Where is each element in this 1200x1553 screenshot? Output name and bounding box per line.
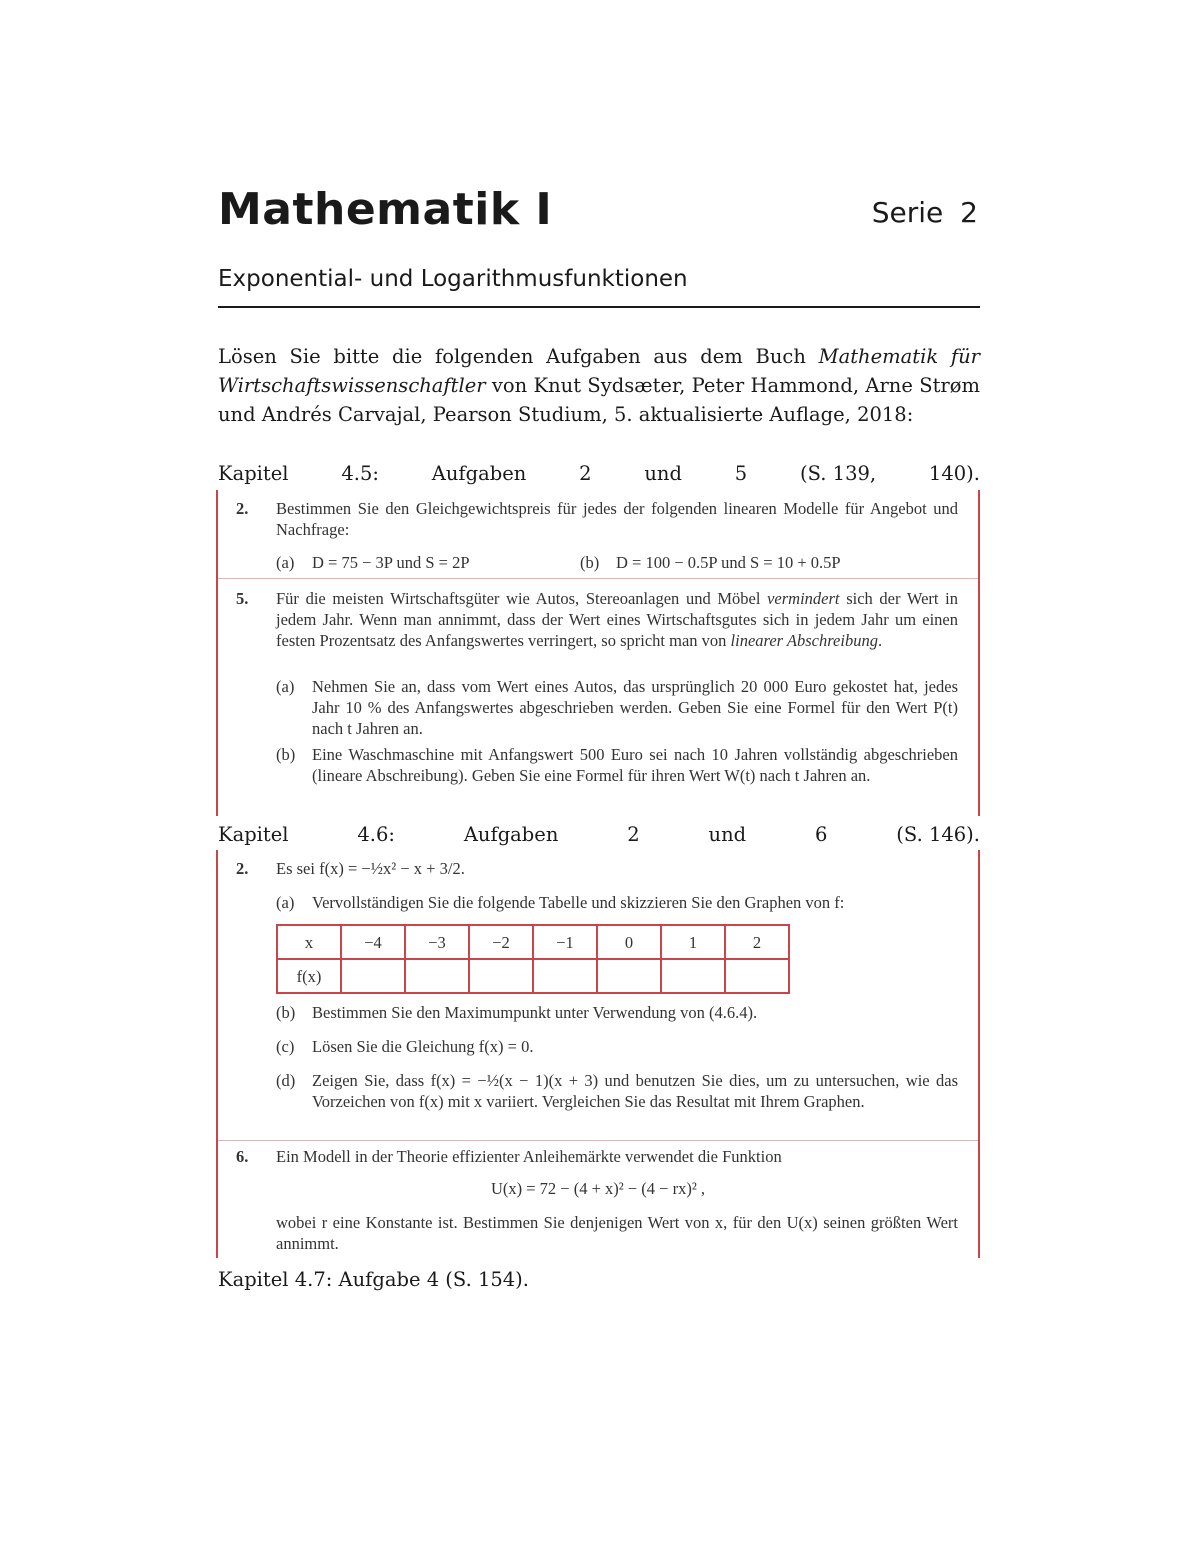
book-title: Mathematik für Wirtschaftswissenschaftler <box>218 345 980 397</box>
sub-text: Nehmen Sie an, dass vom Wert eines Autos, das ursprünglich 20 000 Euro gekostet hat, jedes Jahr 10 % des Anfangswertes abgeschrieben werden. Geben Sie eine Formel für den Wert P(t) nach t Jahren an. <box>312 677 958 738</box>
formula: U(x) = 72 − (4 + x)² − (4 − rx)² , <box>490 1179 706 1198</box>
problem-text-after: wobei r eine Konstante ist. Bestimmen Sie denjenigen Wert von x, für den U(x) seinen größten Wert annimmt. <box>276 1213 958 1253</box>
text-emphasis: linearer Abschreibung <box>730 631 878 650</box>
kap-word: und <box>644 462 682 485</box>
sub-text: Lösen Sie die Gleichung f(x) = 0. <box>312 1037 534 1056</box>
problem-definition: Es sei f(x) = −½x² − x + 3/2. <box>276 859 465 878</box>
sub-text: D = 75 − 3P und S = 2P <box>312 553 470 572</box>
excerpt-box-4-6 <box>216 850 980 1258</box>
header <box>218 184 980 240</box>
sub-label: (b) <box>276 1003 296 1022</box>
kap-word: Aufgaben <box>431 462 527 485</box>
intro-before: Lösen Sie bitte die folgenden Aufgaben aus dem Buch <box>218 345 806 368</box>
sub-label: (b) <box>580 553 600 572</box>
kap-word: Kapitel <box>218 823 289 846</box>
text-emphasis: vermindert <box>767 589 840 608</box>
table-cell: 0 <box>597 925 661 959</box>
kap-word: und <box>708 823 747 846</box>
problem-number: 2. <box>236 499 249 518</box>
kap-word: 2 <box>627 823 640 846</box>
page-subtitle: Exponential- und Logarithmusfunktionen <box>218 266 688 292</box>
table-cell: −4 <box>341 925 405 959</box>
problem-text <box>276 588 958 651</box>
table-cell: f(x) <box>277 959 341 993</box>
sub-label: (a) <box>276 677 295 696</box>
table-row <box>277 959 789 993</box>
sub-text: Bestimmen Sie den Maximumpunkt unter Verwendung von (4.6.4). <box>312 1003 758 1022</box>
table-cell: 2 <box>725 925 789 959</box>
kap-word: 2 <box>579 462 592 485</box>
kap-word: 4.5: <box>341 462 379 485</box>
text-part: . <box>877 631 883 650</box>
serie-label: Serie 2 <box>871 196 978 229</box>
sub-label: (d) <box>276 1071 296 1090</box>
sub-label: (a) <box>276 893 295 912</box>
kapitel-4-5-heading <box>218 462 980 485</box>
intro-after: von Knut Sydsæter, Peter Hammond, Arne Strøm und Andrés Carvajal, Pearson Studium, 5. aktualisierte Auflage, 2018: <box>218 374 980 426</box>
table-row <box>277 925 789 959</box>
intro-paragraph <box>218 342 980 429</box>
problem-text: Bestimmen Sie den Gleichgewichtspreis für jedes der folgenden linearen Modelle für Angebot und Nachfrage: <box>276 499 958 539</box>
kap-word: 6 <box>815 823 828 846</box>
sub-text: Zeigen Sie, dass f(x) = −½(x − 1)(x + 3) und benutzen Sie dies, um zu untersuchen, wie das Vorzeichen von f(x) mit x variiert. Vergleichen Sie das Resultat mit Ihrem Graphen. <box>312 1071 958 1111</box>
table-cell-empty <box>405 959 469 993</box>
table-cell: 1 <box>661 925 725 959</box>
value-table <box>276 924 790 994</box>
table-cell-empty <box>341 959 405 993</box>
problem-number: 6. <box>236 1147 249 1166</box>
kapitel-4-7-heading: Kapitel 4.7: Aufgabe 4 (S. 154). <box>218 1268 529 1291</box>
kap-word: (S. 139, <box>800 462 877 485</box>
table-cell-empty <box>469 959 533 993</box>
sub-label: (c) <box>276 1037 295 1056</box>
excerpt-box-4-5 <box>216 490 980 816</box>
kap-word: 5 <box>734 462 748 485</box>
table-cell-empty <box>725 959 789 993</box>
problem-number: 2. <box>236 859 249 878</box>
sub-text: Vervollständigen Sie die folgende Tabelle und skizzieren Sie den Graphen von f: <box>312 893 845 912</box>
table-cell-empty <box>533 959 597 993</box>
sub-label: (b) <box>276 745 296 764</box>
kap-word: (S. 146). <box>896 823 980 846</box>
kap-word: 140). <box>928 462 980 485</box>
text-part: Für die meisten Wirtschaftsgüter wie Autos, Stereoanlagen und Möbel <box>276 589 761 608</box>
problem-separator <box>218 578 978 579</box>
sub-label: (a) <box>276 553 295 572</box>
table-cell: −1 <box>533 925 597 959</box>
sub-text: D = 100 − 0.5P und S = 10 + 0.5P <box>616 553 841 572</box>
table-cell-empty <box>597 959 661 993</box>
text-part: sich der Wert in jedem Jahr. Wenn man annimmt, dass der Wert eines Wirtschaftsgutes sich in jedem Jahr um einen festen Prozentsatz des Anfangswertes verringert, so spricht man von <box>276 589 959 650</box>
header-rule <box>218 306 980 308</box>
kap-word: Kapitel <box>218 462 289 485</box>
problem-text: Ein Modell in der Theorie effizienter Anleihemärkte verwendet die Funktion <box>276 1147 782 1166</box>
table-cell: −3 <box>405 925 469 959</box>
problem-separator <box>218 1140 978 1141</box>
table-cell: x <box>277 925 341 959</box>
kap-word: 4.6: <box>357 823 395 846</box>
sub-text: Eine Waschmaschine mit Anfangswert 500 Euro sei nach 10 Jahren vollständig abgeschrieben (lineare Abschreibung). Geben Sie eine Formel für ihren Wert W(t) nach t Jahren an. <box>312 745 958 785</box>
table-cell: −2 <box>469 925 533 959</box>
table-cell-empty <box>661 959 725 993</box>
kapitel-4-6-heading <box>218 823 980 846</box>
kap-word: Aufgaben <box>463 823 559 846</box>
page-title: Mathematik I <box>218 184 553 235</box>
problem-number: 5. <box>236 589 249 608</box>
